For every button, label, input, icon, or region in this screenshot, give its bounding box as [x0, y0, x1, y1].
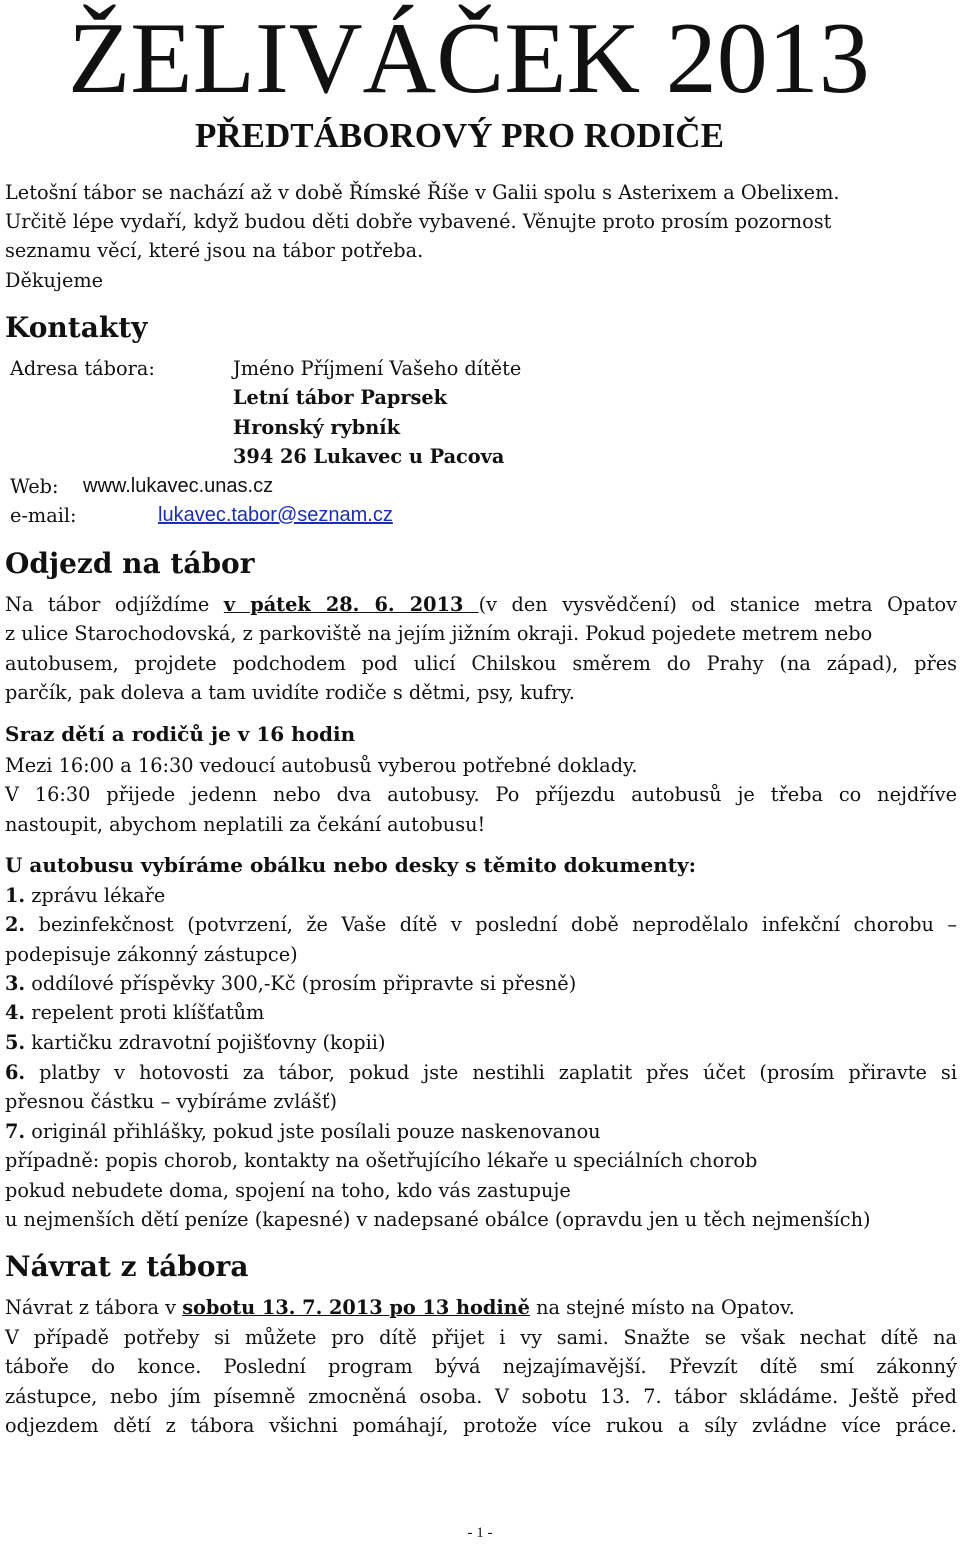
- departure-line-1: [5, 590, 957, 620]
- address-city: 394 26 Lukavec u Pacova: [233, 445, 505, 468]
- doc-extra-2: pokud nebudete doma, spojení na toho, kdo vás zastupuje: [5, 1179, 571, 1202]
- email-label: e-mail:: [10, 504, 77, 527]
- doc-num-2: 2.: [5, 913, 26, 936]
- doc-item-2: [5, 910, 957, 940]
- return-text-a: Návrat z tábora v: [5, 1296, 183, 1319]
- meet-heading: Sraz dětí a rodičů je v 16 hodin: [5, 722, 356, 746]
- departure-text-a: Na tábor odjíždíme: [5, 593, 224, 616]
- doc-num-7: 7.: [5, 1120, 26, 1143]
- contacts-heading: Kontakty: [5, 311, 148, 344]
- page-number: - 1 -: [467, 1525, 493, 1541]
- doc-text-6-cont: přesnou částku – vybíráme zvlášť): [5, 1090, 338, 1113]
- intro-line-3: seznamu věcí, které jsou na tábor potřeba.: [5, 239, 424, 262]
- meet-line-2: V 16:30 přijede jedenn nebo dva autobusy. Po příjezdu autobusů je třeba co nejdříve: [5, 783, 957, 806]
- return-line-1: [5, 1293, 957, 1323]
- doc-item-3: [5, 969, 957, 999]
- return-heading: Návrat z tábora: [5, 1250, 249, 1283]
- intro-line-1: Letošní tábor se nachází až v době Římské Říše v Galii spolu s Asterixem a Obelixem.: [5, 181, 840, 204]
- return-line-3: táboře do konce. Poslední program bývá nejzajímavější. Převzít dítě smí zákonný: [5, 1355, 957, 1378]
- address-label: Adresa tábora:: [10, 357, 155, 380]
- doc-num-1: 1.: [5, 884, 26, 907]
- doc-num-6: 6.: [5, 1061, 26, 1084]
- departure-date: v pátek 28. 6. 2013: [223, 593, 479, 616]
- meet-line-1: Mezi 16:00 a 16:30 vedoucí autobusů vyberou potřebné doklady.: [5, 754, 638, 777]
- doc-text-2-cont: podepisuje zákonný zástupce): [5, 943, 298, 966]
- departure-text-b: (v den vysvědčení) od stanice metra Opatov: [478, 593, 957, 616]
- email-link[interactable]: lukavec.tabor@seznam.cz: [158, 504, 393, 526]
- doc-item-6-cont: [5, 1087, 957, 1117]
- meet-line-3: nastoupit, abychom neplatili za čekání autobusu!: [5, 813, 486, 836]
- main-title: ŽELIVÁČEK 2013: [68, 2, 870, 115]
- return-line-5: odjezdem dětí z tábora všichni pomáhají, protože více rukou a síly zvládne více práce.: [5, 1414, 957, 1437]
- doc-text-5: kartičku zdravotní pojišťovny (kopii): [25, 1031, 386, 1054]
- doc-extra-3: u nejmenších dětí peníze (kapesné) v nadepsané obálce (opravdu jen u těch nejmenších): [5, 1208, 871, 1231]
- address-place: Hronský rybník: [233, 416, 400, 439]
- doc-text-2: bezinfekčnost (potvrzení, že Vaše dítě v poslední době neprodělalo infekční chorobu –: [25, 913, 957, 936]
- intro-line-2: Určitě lépe vydaří, když budou děti dobře vybavené. Věnujte proto prosím pozornost: [5, 210, 832, 233]
- documents-heading: U autobusu vybíráme obálku nebo desky s těmito dokumenty:: [5, 853, 697, 877]
- return-text-b: na stejné místo na Opatov.: [529, 1296, 795, 1319]
- return-line-4: zástupce, nebo jím písemně zmocněná osoba. V sobotu 13. 7. tábor skládáme. Ještě před: [5, 1385, 957, 1408]
- departure-line-3: autobusem, projdete podchodem pod ulicí Chilskou směrem do Prahy (na západ), přes: [5, 652, 957, 675]
- doc-num-5: 5.: [5, 1031, 26, 1054]
- doc-text-1: zprávu lékaře: [25, 884, 166, 907]
- web-label: Web:: [10, 475, 59, 498]
- doc-item-1: [5, 881, 957, 911]
- doc-text-7: originál přihlášky, pokud jste posílali pouze naskenovanou: [25, 1120, 601, 1143]
- doc-text-6: platby v hotovosti za tábor, pokud jste nestihli zaplatit přes účet (prosím přiravte si: [25, 1061, 957, 1084]
- doc-item-6: [5, 1058, 957, 1088]
- web-value: www.lukavec.unas.cz: [83, 475, 274, 497]
- doc-num-3: 3.: [5, 972, 26, 995]
- doc-text-3: oddílové příspěvky 300,-Kč (prosím připravte si přesně): [25, 972, 577, 995]
- subtitle: PŘEDTÁBOROVÝ PRO RODIČE: [195, 116, 724, 155]
- return-line-2: V případě potřeby si můžete pro dítě přijet i vy sami. Snažte se však nechat dítě na: [5, 1326, 957, 1349]
- departure-line-4: parčík, pak doleva a tam uvidíte rodiče s dětmi, psy, kufry.: [5, 681, 575, 704]
- address-name: Jméno Příjmení Vašeho dítěte: [233, 357, 522, 380]
- departure-line-2: z ulice Starochodovská, z parkoviště na jejím jižním okraji. Pokud pojedete metrem nebo: [5, 622, 873, 645]
- address-camp: Letní tábor Paprsek: [233, 386, 447, 409]
- doc-item-7: [5, 1117, 957, 1147]
- doc-item-2-cont: [5, 940, 957, 970]
- doc-num-4: 4.: [5, 1001, 26, 1024]
- doc-item-4: [5, 998, 957, 1028]
- return-date: sobotu 13. 7. 2013 po 13 hodině: [182, 1296, 530, 1319]
- intro-thanks: Děkujeme: [5, 269, 104, 292]
- doc-item-5: [5, 1028, 957, 1058]
- doc-extra-1: případně: popis chorob, kontakty na ošetřujícího lékaře u speciálních chorob: [5, 1149, 758, 1172]
- doc-text-4: repelent proti klíšťatům: [25, 1001, 265, 1024]
- departure-heading: Odjezd na tábor: [5, 547, 255, 580]
